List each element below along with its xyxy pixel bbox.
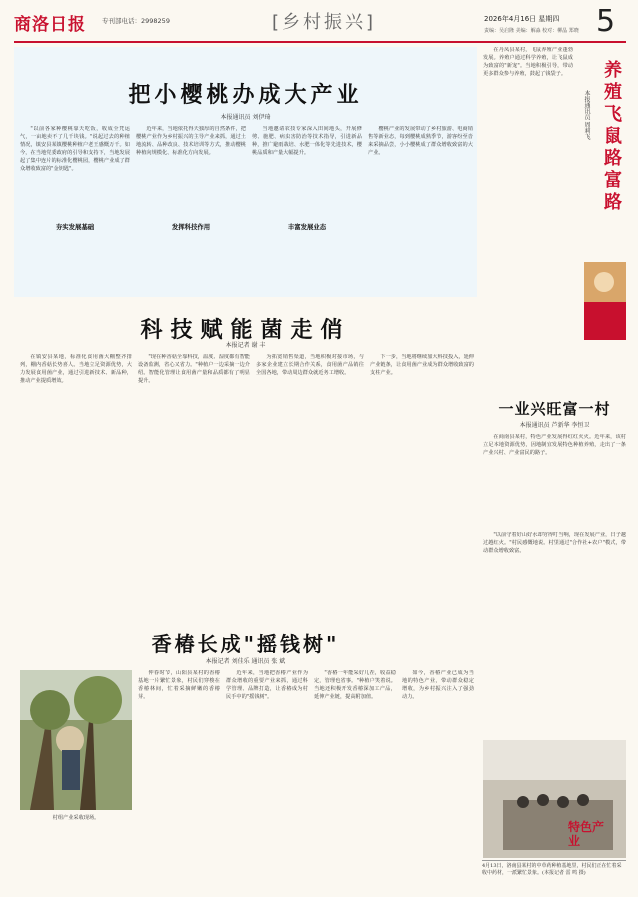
- photo-caption-footer: 4月13日，洛南县某村的中草药种植基地里，村民们正在忙着采收中药材，一派繁忙景象。(本报记者 雷 鸣 摄): [482, 860, 626, 892]
- article-industry-col1: [483, 434, 626, 530]
- article-toona-col1: [138, 670, 220, 882]
- toona-photo-caption: 村组产业采收现场。: [52, 815, 100, 821]
- sidebar-intro-text: [483, 47, 573, 157]
- article-cherry-para3: 当地邀请农技专家深入田间地头，开展修剪、施肥、病虫害防治等技术指导，引进新品种，推广避雨栽培、水肥一体化等先进技术，樱桃品质和产量大幅提升。: [252, 126, 362, 156]
- article-cherry-col3: [252, 126, 362, 291]
- article-cherry-para2: 近年来，当地依托得天独厚的自然条件，把樱桃产业作为乡村振兴的主导产业来抓，通过土地流转、品种改良、技术培训等方式，推动樱桃种植向规模化、标准化方向发展。: [136, 126, 246, 156]
- article-toona-col4: [402, 670, 474, 882]
- article-toona-col3: [314, 670, 396, 882]
- article-industry-para2: "以前守着好山好水却穷得叮当响，现在发展产业，日子越过越红火。"村民感慨地说。村里通过"合作社+农户"模式，带动群众增收致富。: [483, 532, 626, 554]
- article-toona-para4: 如今，香椿产业已成为当地的特色产业，带动群众稳定增收，为乡村振兴注入了强劲动力。: [402, 670, 474, 700]
- article-cherry-subhead3: 丰富发展业态: [287, 223, 327, 231]
- sidebar-byline: 本报通讯员 周莉飞: [583, 90, 590, 140]
- article-toona-col2: [226, 670, 308, 882]
- editor-credits: 责编：吴启隆 美编：解淼 校对：柳晶 郑晓: [484, 28, 579, 34]
- sidebar-para: 在丹凤县某村，飞鼠养殖产业蓬勃发展。养殖户通过科学养殖，让飞鼠成为致富的"新宠"。当地积极引导，带动更多群众参与养殖，鼓起了钱袋子。: [483, 47, 573, 77]
- article-industry-para1: 在商南县某村，特色产业发展得红红火火。近年来，该村立足本地资源优势，因地制宜发展特色种植养殖，走出了一条产业兴村、产业富民的路子。: [483, 434, 626, 456]
- article-mushroom-para3: 为拓宽销售渠道，当地积极对接市场，与多家企业建立长期合作关系，食用菌产品销往全国各地，带动周边群众就近务工增收。: [256, 354, 364, 376]
- article-toona-para3: "香椿一年能采好几茬，收益稳定，管理也省事。"种植户笑着说。当地还积极开发香椿深加工产品，延伸产业链，提高附加值。: [314, 670, 396, 700]
- article-cherry-title: 把小樱桃办成大产业: [128, 83, 363, 108]
- article-cherry-byline: 本报通讯员 刘伊琦: [220, 114, 271, 121]
- article-mushroom-col4: [370, 354, 474, 562]
- special-industry-badge: 特色产业: [568, 820, 605, 848]
- sidebar-title: 养殖飞鼠路富路: [601, 60, 622, 214]
- article-mushroom-para4: 下一步，当地将继续加大科技投入，延伸产业链条，让食用菌产业成为群众增收致富的支柱产业。: [370, 354, 474, 376]
- article-mushroom-col2: [138, 354, 250, 562]
- article-industry-col2: [483, 532, 626, 672]
- article-cherry-subhead1: 夯实发展基础: [55, 223, 95, 231]
- masthead: [14, 6, 626, 46]
- section-title: [乡村振兴]: [272, 12, 377, 33]
- article-mushroom-para2: "现在种香菇全靠科技，温度、湿度都有智能设备监测，省心又省力。"种植户一边采摘一边介绍。智能化管理让食用菌产量和品质都有了明显提升。: [138, 354, 250, 384]
- toona-harvest-photo: [20, 670, 132, 810]
- article-cherry-para4: 樱桃产业的发展带动了乡村旅游、电商销售等新业态，每到樱桃成熟季节，游客纷至沓来采摘品尝，小小樱桃成了群众增收致富的大产业。: [368, 126, 473, 156]
- article-mushroom-title: 科技赋能菌走俏: [140, 318, 351, 343]
- sidebar-photo: [584, 262, 626, 340]
- article-cherry-subhead2: 发挥科技作用: [171, 223, 211, 231]
- article-cherry-col1: [20, 126, 130, 291]
- article-toona-para2: 近年来，当地把香椿产业作为群众增收的重要产业来抓，通过科学管理、品牌打造，让香椿成为村民手中的"摇钱树"。: [226, 670, 308, 700]
- article-cherry-col4: [368, 126, 473, 291]
- header-rule: [14, 41, 626, 43]
- article-mushroom-col1: [20, 354, 132, 562]
- article-toona-title: 香椿长成"摇钱树": [151, 632, 340, 656]
- article-mushroom-byline: 本报记者 谢 丰: [225, 342, 266, 349]
- article-industry-title: 一业兴旺富一村: [498, 400, 611, 418]
- article-toona-byline: 本报记者 刘佳乐 通讯员 张 斌: [205, 658, 286, 665]
- article-cherry-col2: [136, 126, 246, 291]
- article-mushroom-col3: [256, 354, 364, 562]
- article-industry-byline: 本报通讯员 芦新华 李恒卫: [519, 422, 590, 429]
- department-phone: 专刊部电话：2998259: [102, 17, 170, 25]
- article-toona-para1: 仲春时节，山阳县某村的香椿基地一片繁忙景象，村民们穿梭在香椿林间，忙着采摘鲜嫩的香椿芽。: [138, 670, 220, 700]
- article-cherry-para1: "以前各家种樱桃靠天吃饭，收成全凭运气，一亩地卖不了几千块钱。"说起过去的种植情况，镇安县某镇樱桃种植户老王感慨万千。如今，在当地党委政府的引导和支持下，当地发展起了集中连片的标准化樱桃园，樱桃产业成了群众增收致富的"金钥匙"。: [20, 126, 130, 172]
- issue-date: 2026年4月16日 星期四: [484, 15, 560, 23]
- newspaper-logo: 商洛日报: [14, 15, 86, 35]
- page-number: 5: [596, 4, 616, 39]
- article-mushroom-para1: 在镇安县某地，标准化食用菌大棚整齐排列，棚内香菇长势喜人。当地立足资源优势，大力发展食用菌产业，通过引进新技术、新品种，推动产业提质增效。: [20, 354, 132, 384]
